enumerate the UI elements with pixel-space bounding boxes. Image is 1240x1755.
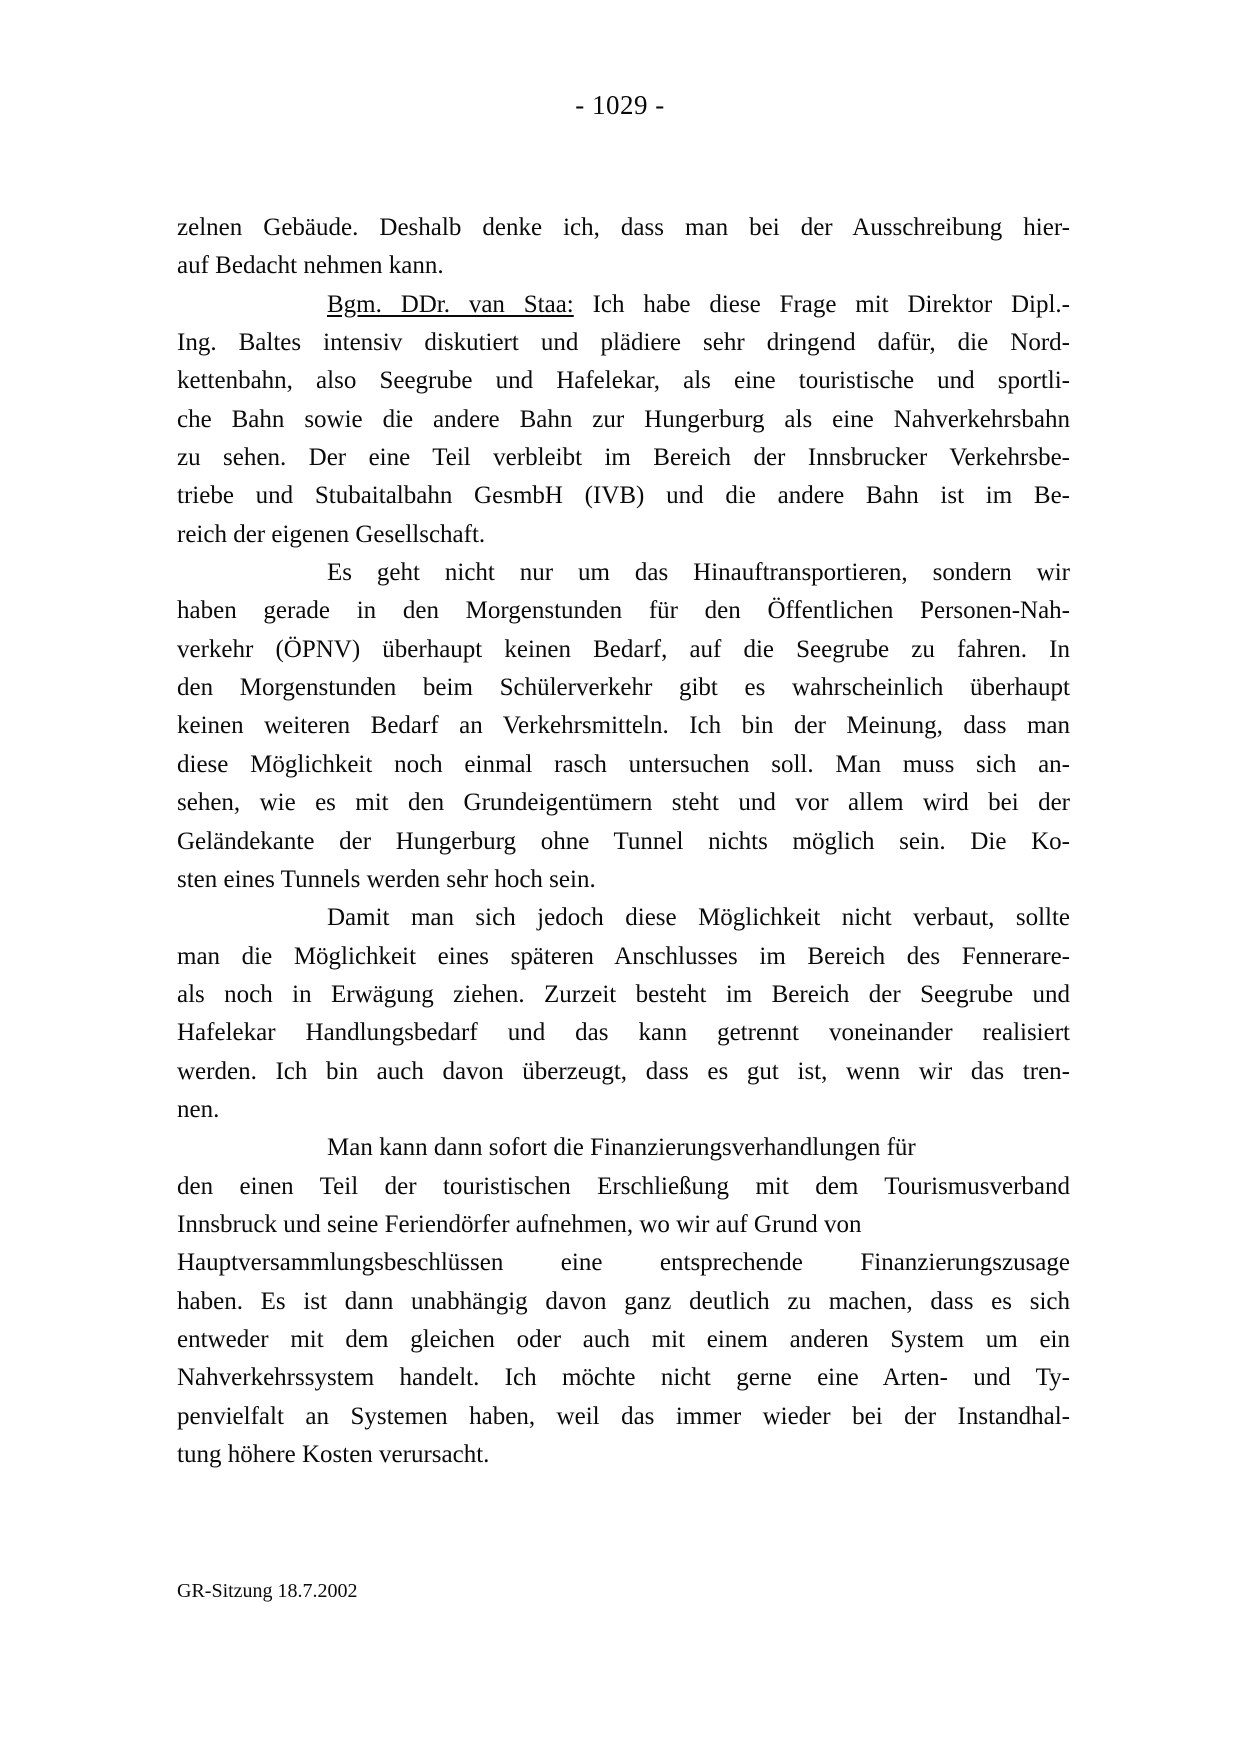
text-line: reich der eigenen Gesellschaft. xyxy=(177,520,486,548)
document-body xyxy=(177,209,1070,1474)
text-line: Es geht nicht nur um das Hinauftransportieren, sondern wir xyxy=(327,559,1070,587)
paragraph xyxy=(177,286,1070,554)
text-line: als noch in Erwägung ziehen. Zurzeit besteht im Bereich der Seegrube und xyxy=(177,980,1070,1008)
text-line: haben gerade in den Morgenstunden für den Öffentlichen Personen-Nah- xyxy=(177,597,1070,625)
text-line: entweder mit dem gleichen oder auch mit einem anderen System um ein xyxy=(177,1325,1070,1353)
text-line: triebe und Stubaitalbahn GesmbH (IVB) und die andere Bahn ist im Be- xyxy=(177,482,1070,510)
text-line: sten eines Tunnels werden sehr hoch sein. xyxy=(177,865,596,893)
text-line: Man kann dann sofort die Finanzierungsverhandlungen für xyxy=(327,1134,916,1162)
text-line: verkehr (ÖPNV) überhaupt keinen Bedarf, auf die Seegrube zu fahren. In xyxy=(177,635,1070,663)
text-line: Hafelekar Handlungsbedarf und das kann getrennt voneinander realisiert xyxy=(177,1019,1070,1047)
paragraph xyxy=(177,554,1070,899)
text-line: zu sehen. Der eine Teil verbleibt im Bereich der Innsbrucker Verkehrsbe- xyxy=(177,444,1070,472)
page-number: - 1029 - xyxy=(575,90,665,120)
text-line: che Bahn sowie die andere Bahn zur Hungerburg als eine Nahverkehrsbahn xyxy=(177,405,1070,433)
text-line: keinen weiteren Bedarf an Verkehrsmitteln. Ich bin der Meinung, dass man xyxy=(177,712,1070,740)
text-line: kettenbahn, also Seegrube und Hafelekar, als eine touristische und sportli- xyxy=(177,367,1070,395)
footer-note: GR-Sitzung 18.7.2002 xyxy=(177,1580,358,1602)
text-line: zelnen Gebäude. Deshalb denke ich, dass man bei der Ausschreibung hier- xyxy=(177,214,1070,241)
text-line: tung höhere Kosten verursacht. xyxy=(177,1441,490,1468)
speaker-name: Bgm. DDr. van Staa: xyxy=(327,290,574,318)
text-line: den Morgenstunden beim Schülerverkehr gibt es wahrscheinlich überhaupt xyxy=(177,674,1070,702)
text-line: Nahverkehrssystem handelt. Ich möchte nicht gerne eine Arten- und Ty- xyxy=(177,1364,1070,1392)
text-line: Damit man sich jedoch diese Möglichkeit nicht verbaut, sollte xyxy=(327,904,1070,932)
text-line: penvielfalt an Systemen haben, weil das immer wieder bei der Instandhal- xyxy=(177,1402,1070,1430)
text-line: den einen Teil der touristischen Erschließung mit dem Tourismusverband xyxy=(177,1172,1070,1200)
paragraph xyxy=(177,899,1070,1129)
text-line: sehen, wie es mit den Grundeigentümern steht und vor allem wird bei der xyxy=(177,789,1070,817)
text-line: man die Möglichkeit eines späteren Anschlusses im Bereich des Fennerare- xyxy=(177,942,1070,970)
text-line: werden. Ich bin auch davon überzeugt, dass es gut ist, wenn wir das tren- xyxy=(177,1057,1070,1085)
text-line: Bgm. DDr. van Staa: Ich habe diese Frage mit Direktor Dipl.- xyxy=(327,290,1070,318)
text-line: Ing. Baltes intensiv diskutiert und plädiere sehr dringend dafür, die Nord- xyxy=(177,329,1070,357)
text-line: Hauptversammlungsbeschlüssen eine entsprechende Finanzierungszusage xyxy=(177,1249,1070,1277)
paragraph xyxy=(177,209,1070,286)
text-line: Geländekante der Hungerburg ohne Tunnel nichts möglich sein. Die Ko- xyxy=(177,827,1070,855)
text-line: auf Bedacht nehmen kann. xyxy=(177,252,444,280)
paragraph xyxy=(177,1129,1070,1474)
text-line: haben. Es ist dann unabhängig davon ganz deutlich zu machen, dass es sich xyxy=(177,1287,1070,1315)
text-line: Innsbruck und seine Feriendörfer aufnehmen, wo wir auf Grund von xyxy=(177,1210,862,1238)
text-line: diese Möglichkeit noch einmal rasch untersuchen soll. Man muss sich an- xyxy=(177,750,1070,778)
text-line: nen. xyxy=(177,1095,220,1123)
